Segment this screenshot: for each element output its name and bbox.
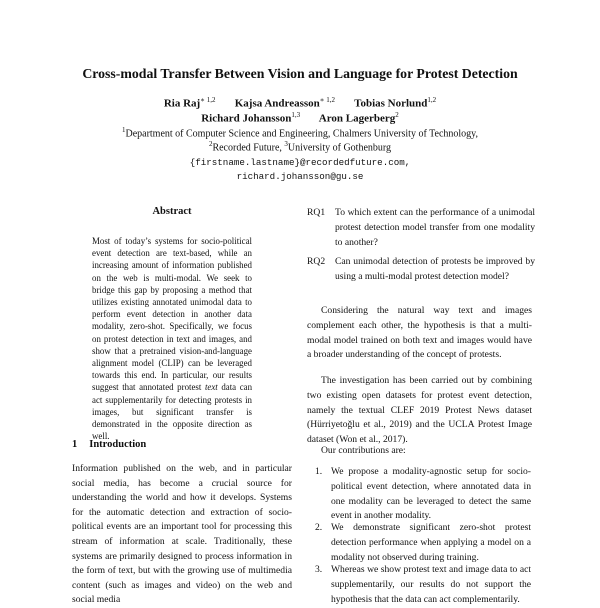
author-name: Richard Johansson — [201, 112, 292, 125]
right-paragraph-2: The investigation has been carried out by combining two existing open datasets for protest event detection, namely the textual CLEF 2019 Protest News dataset (Hürriyetoǧlu et al., 2019) and the UCLA Protest Image dataset (Won et al., 2017). — [307, 375, 532, 446]
authors-line-2 — [0, 111, 600, 125]
email-line-1: {firstname.lastname}@recordedfuture.com, — [189, 157, 411, 168]
author-name: Tobias Norlund — [354, 97, 428, 110]
author-affil: 2 — [395, 111, 399, 119]
affiliation-line-2: $^2$Recorded Future, $^3$University of Gothenburg — [208, 140, 392, 154]
author-affil: ∗ 1,2 — [200, 96, 216, 104]
email-line-2: richard.johansson@gu.se — [236, 171, 364, 182]
contributions-intro: Our contributions are: — [321, 445, 406, 456]
abstract-text: Most of today’s systems for socio-political event detection are text-based, while an increasing amount of information published on the web is multi-modal. We seek to bridge this gap by proposing a method that utilizes existing annotated unimodal data to perform event detection in another data modality, zero-shot. Specifically, we focus on protest detection in text and images, and show that a pretrained vision-and-language alignment model (CLIP) can be leveraged towards this end. In particular, our results suggest that annotated protest text data can act supplementarily for detecting protests in images, but significant transfer is demonstrated in the opposite direction as well. — [92, 236, 253, 442]
intro-paragraph: Information published on the web, and in particular social media, has become a crucial source for understanding the world and how it develops. Systems for the automatic detection and extraction of socio-political events are an important tool for processing this stream of information at scale. Traditionally, these systems are primarily designed to process information in the form of text, but with the growing use of multimedia content (such as images and video) on the web and social media — [72, 463, 292, 606]
author-affil: 1,3 — [291, 111, 301, 119]
section-heading: 1 Introduction — [72, 439, 147, 450]
authors-line-1 — [0, 96, 600, 110]
author-name: Ria Raj — [163, 97, 201, 110]
right-paragraph-1: Considering the natural way text and images complement each other, the hypothesis is that a multi-modal model trained on both text and images would have a broader understanding of the concept of protests. — [307, 305, 532, 361]
abstract-heading: Abstract — [152, 206, 192, 217]
author-name: Kajsa Andreasson — [234, 97, 320, 110]
author-name: Aron Lagerberg — [318, 112, 396, 125]
paper-title: Cross-modal Transfer Between Vision and Language for Protest Detection — [82, 66, 518, 81]
author-affil: ∗ 1,2 — [319, 96, 336, 104]
author-affil: 1,2 — [427, 96, 437, 104]
affiliation-line-1: $^1$Department of Computer Science and Engineering, Chalmers University of Technology, — [121, 126, 479, 140]
